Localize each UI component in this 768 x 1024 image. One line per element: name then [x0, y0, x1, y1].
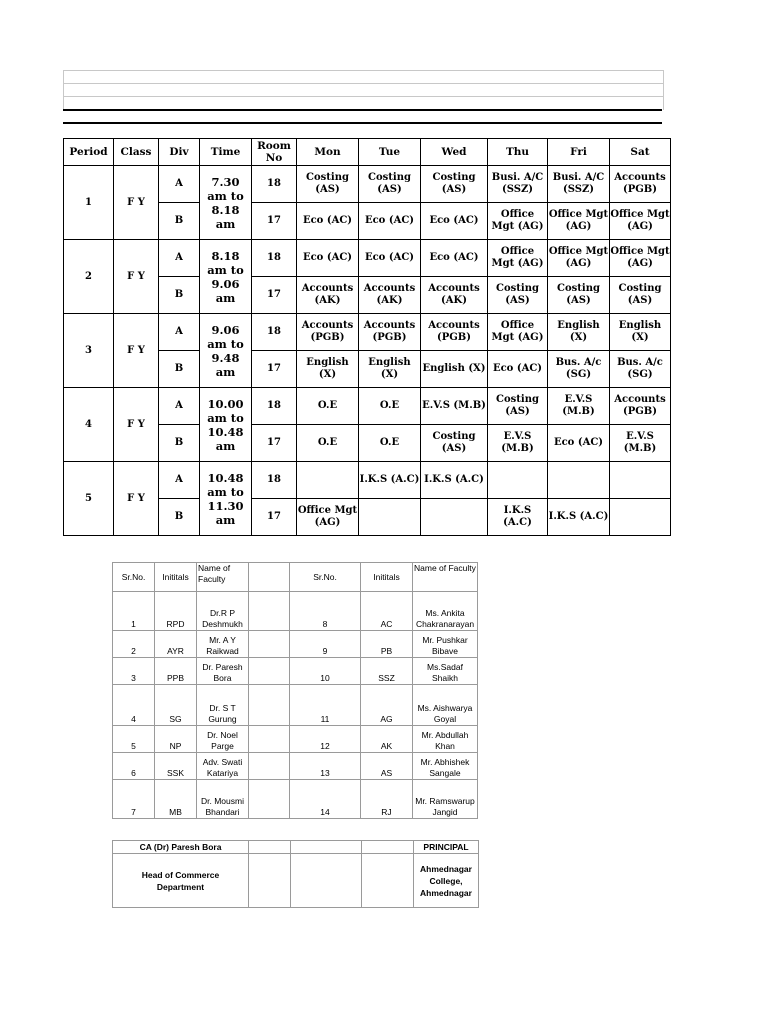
faculty-row: [113, 726, 478, 753]
signature-spacer: [249, 841, 291, 854]
timetable: [63, 138, 671, 536]
room-number: 17: [252, 351, 297, 388]
hod-name: CA (Dr) Paresh Bora: [113, 841, 249, 854]
cell-thu: Eco (AC): [488, 351, 548, 388]
cell-tue: I.K.S (A.C): [359, 462, 421, 499]
signature-spacer: [362, 854, 414, 908]
cell-fri: Busi. A/C (SSZ): [548, 166, 610, 203]
division: A: [159, 388, 200, 425]
signature-title-row: [113, 854, 479, 908]
division: A: [159, 314, 200, 351]
division: A: [159, 166, 200, 203]
faculty-header-spacer: [249, 563, 290, 592]
faculty-header-srno: Sr.No.: [113, 563, 155, 592]
faculty-initials: RPD: [155, 592, 197, 631]
faculty-initials: SSK: [155, 753, 197, 780]
faculty-initials: RJ: [361, 780, 413, 819]
faculty-srno: 14: [290, 780, 361, 819]
cell-fri: Costing (AS): [548, 277, 610, 314]
faculty-srno: 13: [290, 753, 361, 780]
room-number: 18: [252, 388, 297, 425]
cell-mon: [297, 462, 359, 499]
header-tue: Tue: [359, 139, 421, 166]
faculty-header-srno-2: Sr.No.: [290, 563, 361, 592]
cell-thu: Office Mgt (AG): [488, 203, 548, 240]
faculty-name: Dr. S T Gurung: [197, 685, 249, 726]
cell-fri: Bus. A/c (SG): [548, 351, 610, 388]
cell-tue: O.E: [359, 388, 421, 425]
timetable-row: [64, 462, 671, 499]
cell-tue: Eco (AC): [359, 203, 421, 240]
division: B: [159, 499, 200, 536]
faculty-initials: NP: [155, 726, 197, 753]
faculty-header-name-2: Name of Faculty: [413, 563, 478, 592]
header-class: Class: [114, 139, 159, 166]
faculty-name: Dr. Paresh Bora: [197, 658, 249, 685]
class-name: F Y: [114, 388, 159, 462]
cell-mon: Accounts (AK): [297, 277, 359, 314]
timetable-header-row: [64, 139, 671, 166]
period-number: 4: [64, 388, 114, 462]
cell-tue: English (X): [359, 351, 421, 388]
faculty-srno: 5: [113, 726, 155, 753]
faculty-row: [113, 658, 478, 685]
principal-institution: Ahmednagar College, Ahmednagar: [414, 854, 479, 908]
faculty-header-row: [113, 563, 478, 592]
faculty-spacer: [249, 658, 290, 685]
faculty-srno: 11: [290, 685, 361, 726]
faculty-name: Ms.Sadaf Shaikh: [413, 658, 478, 685]
timetable-row: [64, 166, 671, 203]
header-wed: Wed: [421, 139, 488, 166]
header-fri: Fri: [548, 139, 610, 166]
faculty-srno: 7: [113, 780, 155, 819]
faculty-header-name: Name of Faculty: [197, 563, 249, 592]
cell-mon: O.E: [297, 388, 359, 425]
room-number: 17: [252, 203, 297, 240]
faculty-srno: 12: [290, 726, 361, 753]
header-blank-row-3: [63, 96, 664, 110]
room-number: 17: [252, 425, 297, 462]
faculty-srno: 4: [113, 685, 155, 726]
cell-sat: Office Mgt (AG): [610, 240, 671, 277]
faculty-spacer: [249, 592, 290, 631]
cell-tue: O.E: [359, 425, 421, 462]
cell-tue: Costing (AS): [359, 166, 421, 203]
faculty-initials: PB: [361, 631, 413, 658]
header-period: Period: [64, 139, 114, 166]
faculty-srno: 10: [290, 658, 361, 685]
division: B: [159, 203, 200, 240]
cell-wed: [421, 499, 488, 536]
signature-table: [112, 840, 479, 908]
period-number: 2: [64, 240, 114, 314]
cell-mon: Office Mgt (AG): [297, 499, 359, 536]
hod-title: Head of Commerce Department: [113, 854, 249, 908]
faculty-initials: PPB: [155, 658, 197, 685]
cell-sat: Costing (AS): [610, 277, 671, 314]
faculty-name: Adv. Swati Katariya: [197, 753, 249, 780]
header-rule-top: [63, 109, 662, 111]
cell-sat: Bus. A/c (SG): [610, 351, 671, 388]
faculty-header-initials-2: Inititals: [361, 563, 413, 592]
header-blank-row-1: [63, 70, 664, 84]
division: B: [159, 351, 200, 388]
faculty-row: [113, 631, 478, 658]
faculty-srno: 8: [290, 592, 361, 631]
period-number: 1: [64, 166, 114, 240]
cell-sat: English (X): [610, 314, 671, 351]
class-name: F Y: [114, 462, 159, 536]
cell-tue: Accounts (AK): [359, 277, 421, 314]
time-slot: 7.30 am to 8.18 am: [200, 166, 252, 240]
cell-thu: Office Mgt (AG): [488, 240, 548, 277]
cell-fri: E.V.S (M.B): [548, 388, 610, 425]
room-number: 18: [252, 240, 297, 277]
cell-thu: I.K.S (A.C): [488, 499, 548, 536]
faculty-initials: AYR: [155, 631, 197, 658]
cell-sat: Office Mgt (AG): [610, 203, 671, 240]
cell-wed: Accounts (AK): [421, 277, 488, 314]
header-blank-row-2: [63, 83, 664, 97]
room-number: 18: [252, 166, 297, 203]
division: B: [159, 425, 200, 462]
cell-wed: I.K.S (A.C): [421, 462, 488, 499]
faculty-initials: SG: [155, 685, 197, 726]
faculty-name: Mr. Abdullah Khan: [413, 726, 478, 753]
faculty-name: Dr.R P Deshmukh: [197, 592, 249, 631]
cell-fri: I.K.S (A.C): [548, 499, 610, 536]
cell-wed: Accounts (PGB): [421, 314, 488, 351]
cell-fri: English (X): [548, 314, 610, 351]
faculty-name: Mr. Pushkar Bibave: [413, 631, 478, 658]
cell-sat: [610, 499, 671, 536]
faculty-initials: AC: [361, 592, 413, 631]
faculty-spacer: [249, 780, 290, 819]
period-number: 5: [64, 462, 114, 536]
cell-mon: Eco (AC): [297, 240, 359, 277]
cell-mon: Accounts (PGB): [297, 314, 359, 351]
cell-wed: E.V.S (M.B): [421, 388, 488, 425]
timetable-row: [64, 388, 671, 425]
cell-wed: Eco (AC): [421, 203, 488, 240]
faculty-srno: 9: [290, 631, 361, 658]
faculty-row: [113, 753, 478, 780]
room-number: 18: [252, 462, 297, 499]
faculty-spacer: [249, 631, 290, 658]
cell-fri: [548, 462, 610, 499]
cell-tue: Eco (AC): [359, 240, 421, 277]
cell-mon: English (X): [297, 351, 359, 388]
cell-thu: Office Mgt (AG): [488, 314, 548, 351]
faculty-srno: 3: [113, 658, 155, 685]
cell-sat: [610, 462, 671, 499]
faculty-row: [113, 685, 478, 726]
faculty-row: [113, 592, 478, 631]
faculty-srno: 6: [113, 753, 155, 780]
header-rule-bottom: [63, 122, 662, 124]
cell-sat: Accounts (PGB): [610, 388, 671, 425]
time-slot: 9.06 am to 9.48 am: [200, 314, 252, 388]
cell-wed: Costing (AS): [421, 166, 488, 203]
faculty-row: [113, 780, 478, 819]
faculty-srno: 2: [113, 631, 155, 658]
cell-mon: Eco (AC): [297, 203, 359, 240]
period-number: 3: [64, 314, 114, 388]
faculty-initials: AS: [361, 753, 413, 780]
cell-thu: Costing (AS): [488, 388, 548, 425]
cell-fri: Office Mgt (AG): [548, 240, 610, 277]
faculty-name: Dr. Noel Parge: [197, 726, 249, 753]
header-thu: Thu: [488, 139, 548, 166]
faculty-spacer: [249, 753, 290, 780]
faculty-initials: SSZ: [361, 658, 413, 685]
time-slot: 10.00 am to 10.48 am: [200, 388, 252, 462]
cell-wed: Costing (AS): [421, 425, 488, 462]
division: A: [159, 240, 200, 277]
cell-tue: Accounts (PGB): [359, 314, 421, 351]
faculty-initials: MB: [155, 780, 197, 819]
cell-mon: O.E: [297, 425, 359, 462]
header-room-no: Room No: [252, 139, 297, 166]
class-name: F Y: [114, 166, 159, 240]
cell-thu: [488, 462, 548, 499]
faculty-name: Mr. Abhishek Sangale: [413, 753, 478, 780]
class-name: F Y: [114, 240, 159, 314]
cell-mon: Costing (AS): [297, 166, 359, 203]
cell-thu: E.V.S (M.B): [488, 425, 548, 462]
division: B: [159, 277, 200, 314]
faculty-initials: AK: [361, 726, 413, 753]
timetable-row: [64, 240, 671, 277]
signature-spacer: [362, 841, 414, 854]
faculty-name: Ms. Ankita Chakranarayan: [413, 592, 478, 631]
time-slot: 8.18 am to 9.06 am: [200, 240, 252, 314]
time-slot: 10.48 am to 11.30 am: [200, 462, 252, 536]
room-number: 18: [252, 314, 297, 351]
room-number: 17: [252, 499, 297, 536]
signature-spacer: [291, 841, 362, 854]
division: A: [159, 462, 200, 499]
faculty-spacer: [249, 685, 290, 726]
faculty-name: Mr. A Y Raikwad: [197, 631, 249, 658]
faculty-spacer: [249, 726, 290, 753]
header-sat: Sat: [610, 139, 671, 166]
faculty-initials: AG: [361, 685, 413, 726]
faculty-table: [112, 562, 478, 819]
cell-thu: Busi. A/C (SSZ): [488, 166, 548, 203]
faculty-header-initials: Inititals: [155, 563, 197, 592]
timetable-row: [64, 314, 671, 351]
header-time: Time: [200, 139, 252, 166]
cell-fri: Eco (AC): [548, 425, 610, 462]
class-name: F Y: [114, 314, 159, 388]
signature-name-row: [113, 841, 479, 854]
faculty-srno: 1: [113, 592, 155, 631]
header-div: Div: [159, 139, 200, 166]
signature-spacer: [249, 854, 291, 908]
cell-thu: Costing (AS): [488, 277, 548, 314]
cell-sat: Accounts (PGB): [610, 166, 671, 203]
cell-wed: Eco (AC): [421, 240, 488, 277]
cell-wed: English (X): [421, 351, 488, 388]
header-mon: Mon: [297, 139, 359, 166]
cell-tue: [359, 499, 421, 536]
cell-sat: E.V.S (M.B): [610, 425, 671, 462]
room-number: 17: [252, 277, 297, 314]
cell-fri: Office Mgt (AG): [548, 203, 610, 240]
faculty-name: Mr. Ramswarup Jangid: [413, 780, 478, 819]
principal-label: PRINCIPAL: [414, 841, 479, 854]
signature-spacer: [291, 854, 362, 908]
faculty-name: Ms. Aishwarya Goyal: [413, 685, 478, 726]
faculty-name: Dr. Mousmi Bhandari: [197, 780, 249, 819]
